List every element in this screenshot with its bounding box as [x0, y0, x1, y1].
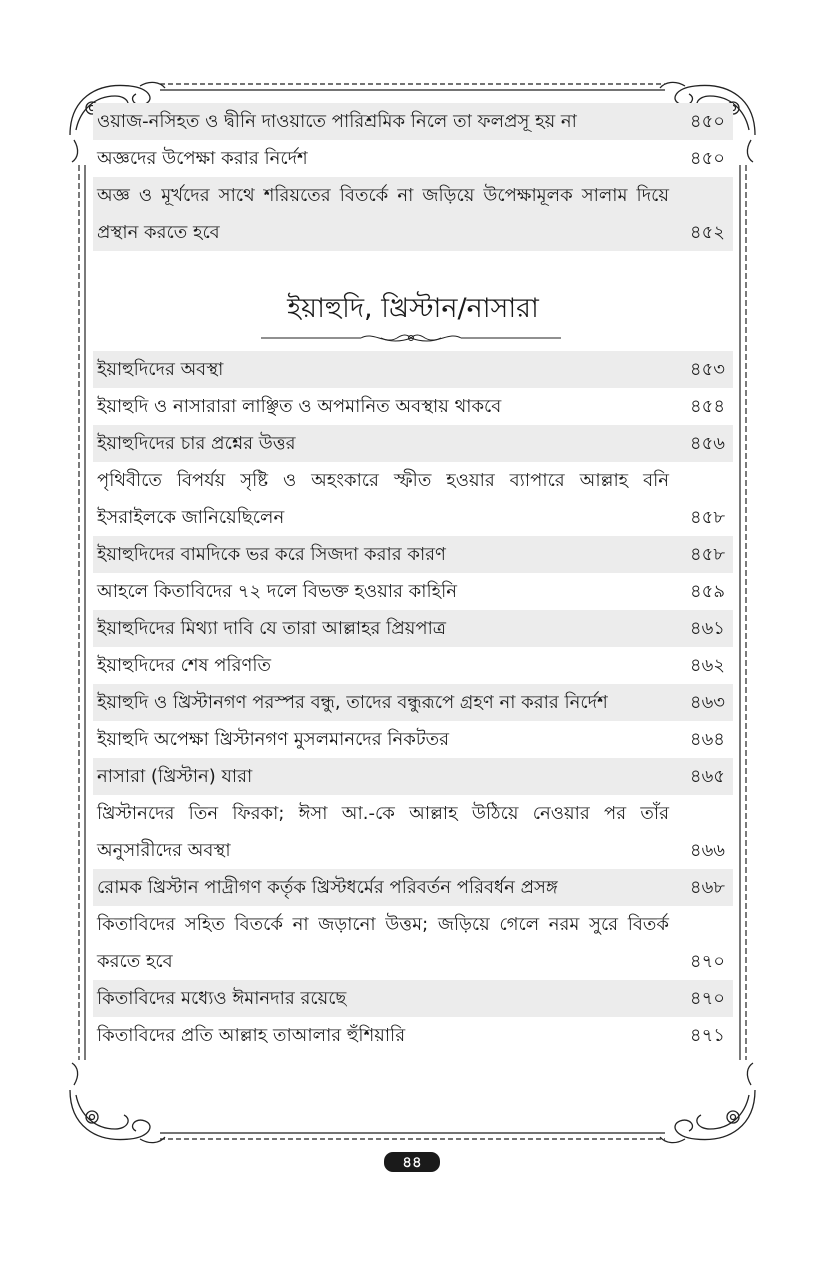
- toc-entry-title: অজ্ঞ ও মূর্খদের সাথে শরিয়তের বিতর্কে না জড়িয়ে উপেক্ষামূলক সালাম দিয়ে প্রস্থান করতে হবে: [97, 185, 669, 243]
- toc-top-entries: [93, 103, 733, 251]
- toc-entry-page: ৪৫৬: [689, 433, 725, 454]
- toc-entry: [93, 425, 733, 462]
- divider-ornament: [261, 331, 561, 345]
- toc-entry-title: ওয়াজ-নসিহত ও দ্বীনি দাওয়াতে পারিশ্রমিক নিলে তা ফলপ্রসূ হয় না: [97, 111, 577, 132]
- toc-entry: [93, 869, 733, 906]
- toc-section-entries: [93, 351, 733, 1054]
- toc-entry: [93, 1017, 733, 1054]
- toc-entry: [93, 721, 733, 758]
- toc-entry-page: ৪৬৩: [689, 692, 725, 713]
- toc-entry-page: ৪৫৮: [689, 544, 725, 565]
- toc-entry-page: ৪৫২: [689, 222, 725, 243]
- toc-entry-title: আহলে কিতাবিদের ৭২ দলে বিভক্ত হওয়ার কাহিনি: [97, 581, 457, 602]
- toc-entry: [93, 388, 733, 425]
- toc-entry-page: ৪৬৬: [689, 840, 725, 861]
- toc-entry-page: ৪৬১: [689, 618, 725, 639]
- toc-entry-page: ৪৬৮: [689, 877, 725, 898]
- corner-flourish-bottom-left: [70, 1063, 165, 1143]
- toc-entry: [93, 610, 733, 647]
- toc-entry: [93, 647, 733, 684]
- toc-entry-title: ইয়াহুদিদের শেষ পরিণতি: [97, 655, 272, 676]
- toc-entry-title: কিতাবিদের সহিত বিতর্কে না জড়ানো উত্তম; জড়িয়ে গেলে নরম সুরে বিতর্ক করতে হবে: [97, 914, 669, 972]
- toc-entry-title: কিতাবিদের প্রতি আল্লাহ তাআলার হুঁশিয়ারি: [97, 1025, 406, 1046]
- section-heading: [93, 251, 733, 351]
- toc-entry-title: ইয়াহুদিদের অবস্থা: [97, 359, 224, 380]
- toc-entry-page: ৪৭১: [689, 1025, 725, 1046]
- toc-entry-title: ইয়াহুদি অপেক্ষা খ্রিস্টানগণ মুসলমানদের নিকটতর: [97, 729, 450, 750]
- toc-entry-title: ইয়াহুদিদের চার প্রশ্নের উত্তর: [97, 433, 296, 454]
- toc-entry-page: ৪৫০: [689, 148, 725, 169]
- toc-entry-page: ৪৫৮: [689, 507, 725, 528]
- toc-entry: [93, 103, 733, 140]
- toc-entry-title: কিতাবিদের মধ্যেও ঈমানদার রয়েছে: [97, 988, 347, 1009]
- toc-entry-title: পৃথিবীতে বিপর্যয় সৃষ্টি ও অহংকারে স্ফীত হওয়ার ব্যাপারে আল্লাহ বনি ইসরাইলকে জানিয়েছিলেন: [97, 470, 669, 528]
- toc-entry: [93, 795, 733, 869]
- toc-entry-title: ইয়াহুদি ও নাসারারা লাঞ্ছিত ও অপমানিত অবস্থায় থাকবে: [97, 396, 502, 417]
- toc-entry: [93, 573, 733, 610]
- toc-entry-page: ৪৫৩: [689, 359, 725, 380]
- toc-entry-page: ৪৭০: [689, 951, 725, 972]
- section-title: ইয়াহুদি, খ্রিস্টান/নাসারা: [287, 293, 539, 324]
- toc-entry-page: ৪৫০: [689, 111, 725, 132]
- table-of-contents: [93, 103, 733, 1054]
- corner-flourish-bottom-right: [660, 1063, 755, 1143]
- toc-entry: [93, 536, 733, 573]
- toc-entry-page: ৪৫৯: [689, 581, 725, 602]
- toc-entry: [93, 980, 733, 1017]
- toc-entry-title: নাসারা (খ্রিস্টান) যারা: [97, 766, 253, 787]
- toc-entry-page: ৪৭০: [689, 988, 725, 1009]
- toc-entry: [93, 684, 733, 721]
- toc-entry-page: ৪৬২: [689, 655, 725, 676]
- toc-entry-page: ৪৫৪: [689, 396, 725, 417]
- toc-entry-title: ইয়াহুদিদের বামদিকে ভর করে সিজদা করার কারণ: [97, 544, 446, 565]
- toc-entry-page: ৪৬৪: [689, 729, 725, 750]
- toc-entry: [93, 177, 733, 251]
- toc-entry-title: রোমক খ্রিস্টান পাদ্রীগণ কর্তৃক খ্রিস্টধর্মের পরিবর্তন পরিবর্ধন প্রসঙ্গ: [97, 877, 558, 898]
- toc-entry: [93, 906, 733, 980]
- toc-entry-title: ইয়াহুদি ও খ্রিস্টানগণ পরস্পর বন্ধু, তাদের বন্ধুরূপে গ্রহণ না করার নির্দেশ: [97, 692, 608, 713]
- toc-entry-title: ইয়াহুদিদের মিথ্যা দাবি যে তারা আল্লাহর প্রিয়পাত্র: [97, 618, 447, 639]
- toc-entry-title: খ্রিস্টানদের তিন ফিরকা; ঈসা আ.-কে আল্লাহ উঠিয়ে নেওয়ার পর তাঁর অনুসারীদের অবস্থা: [97, 803, 669, 861]
- toc-entry: [93, 758, 733, 795]
- toc-entry: [93, 462, 733, 536]
- page-number: ৪৪: [384, 1152, 440, 1172]
- toc-entry: [93, 140, 733, 177]
- toc-entry: [93, 351, 733, 388]
- toc-entry-page: ৪৬৫: [689, 766, 725, 787]
- toc-entry-title: অজ্ঞদের উপেক্ষা করার নির্দেশ: [97, 148, 308, 169]
